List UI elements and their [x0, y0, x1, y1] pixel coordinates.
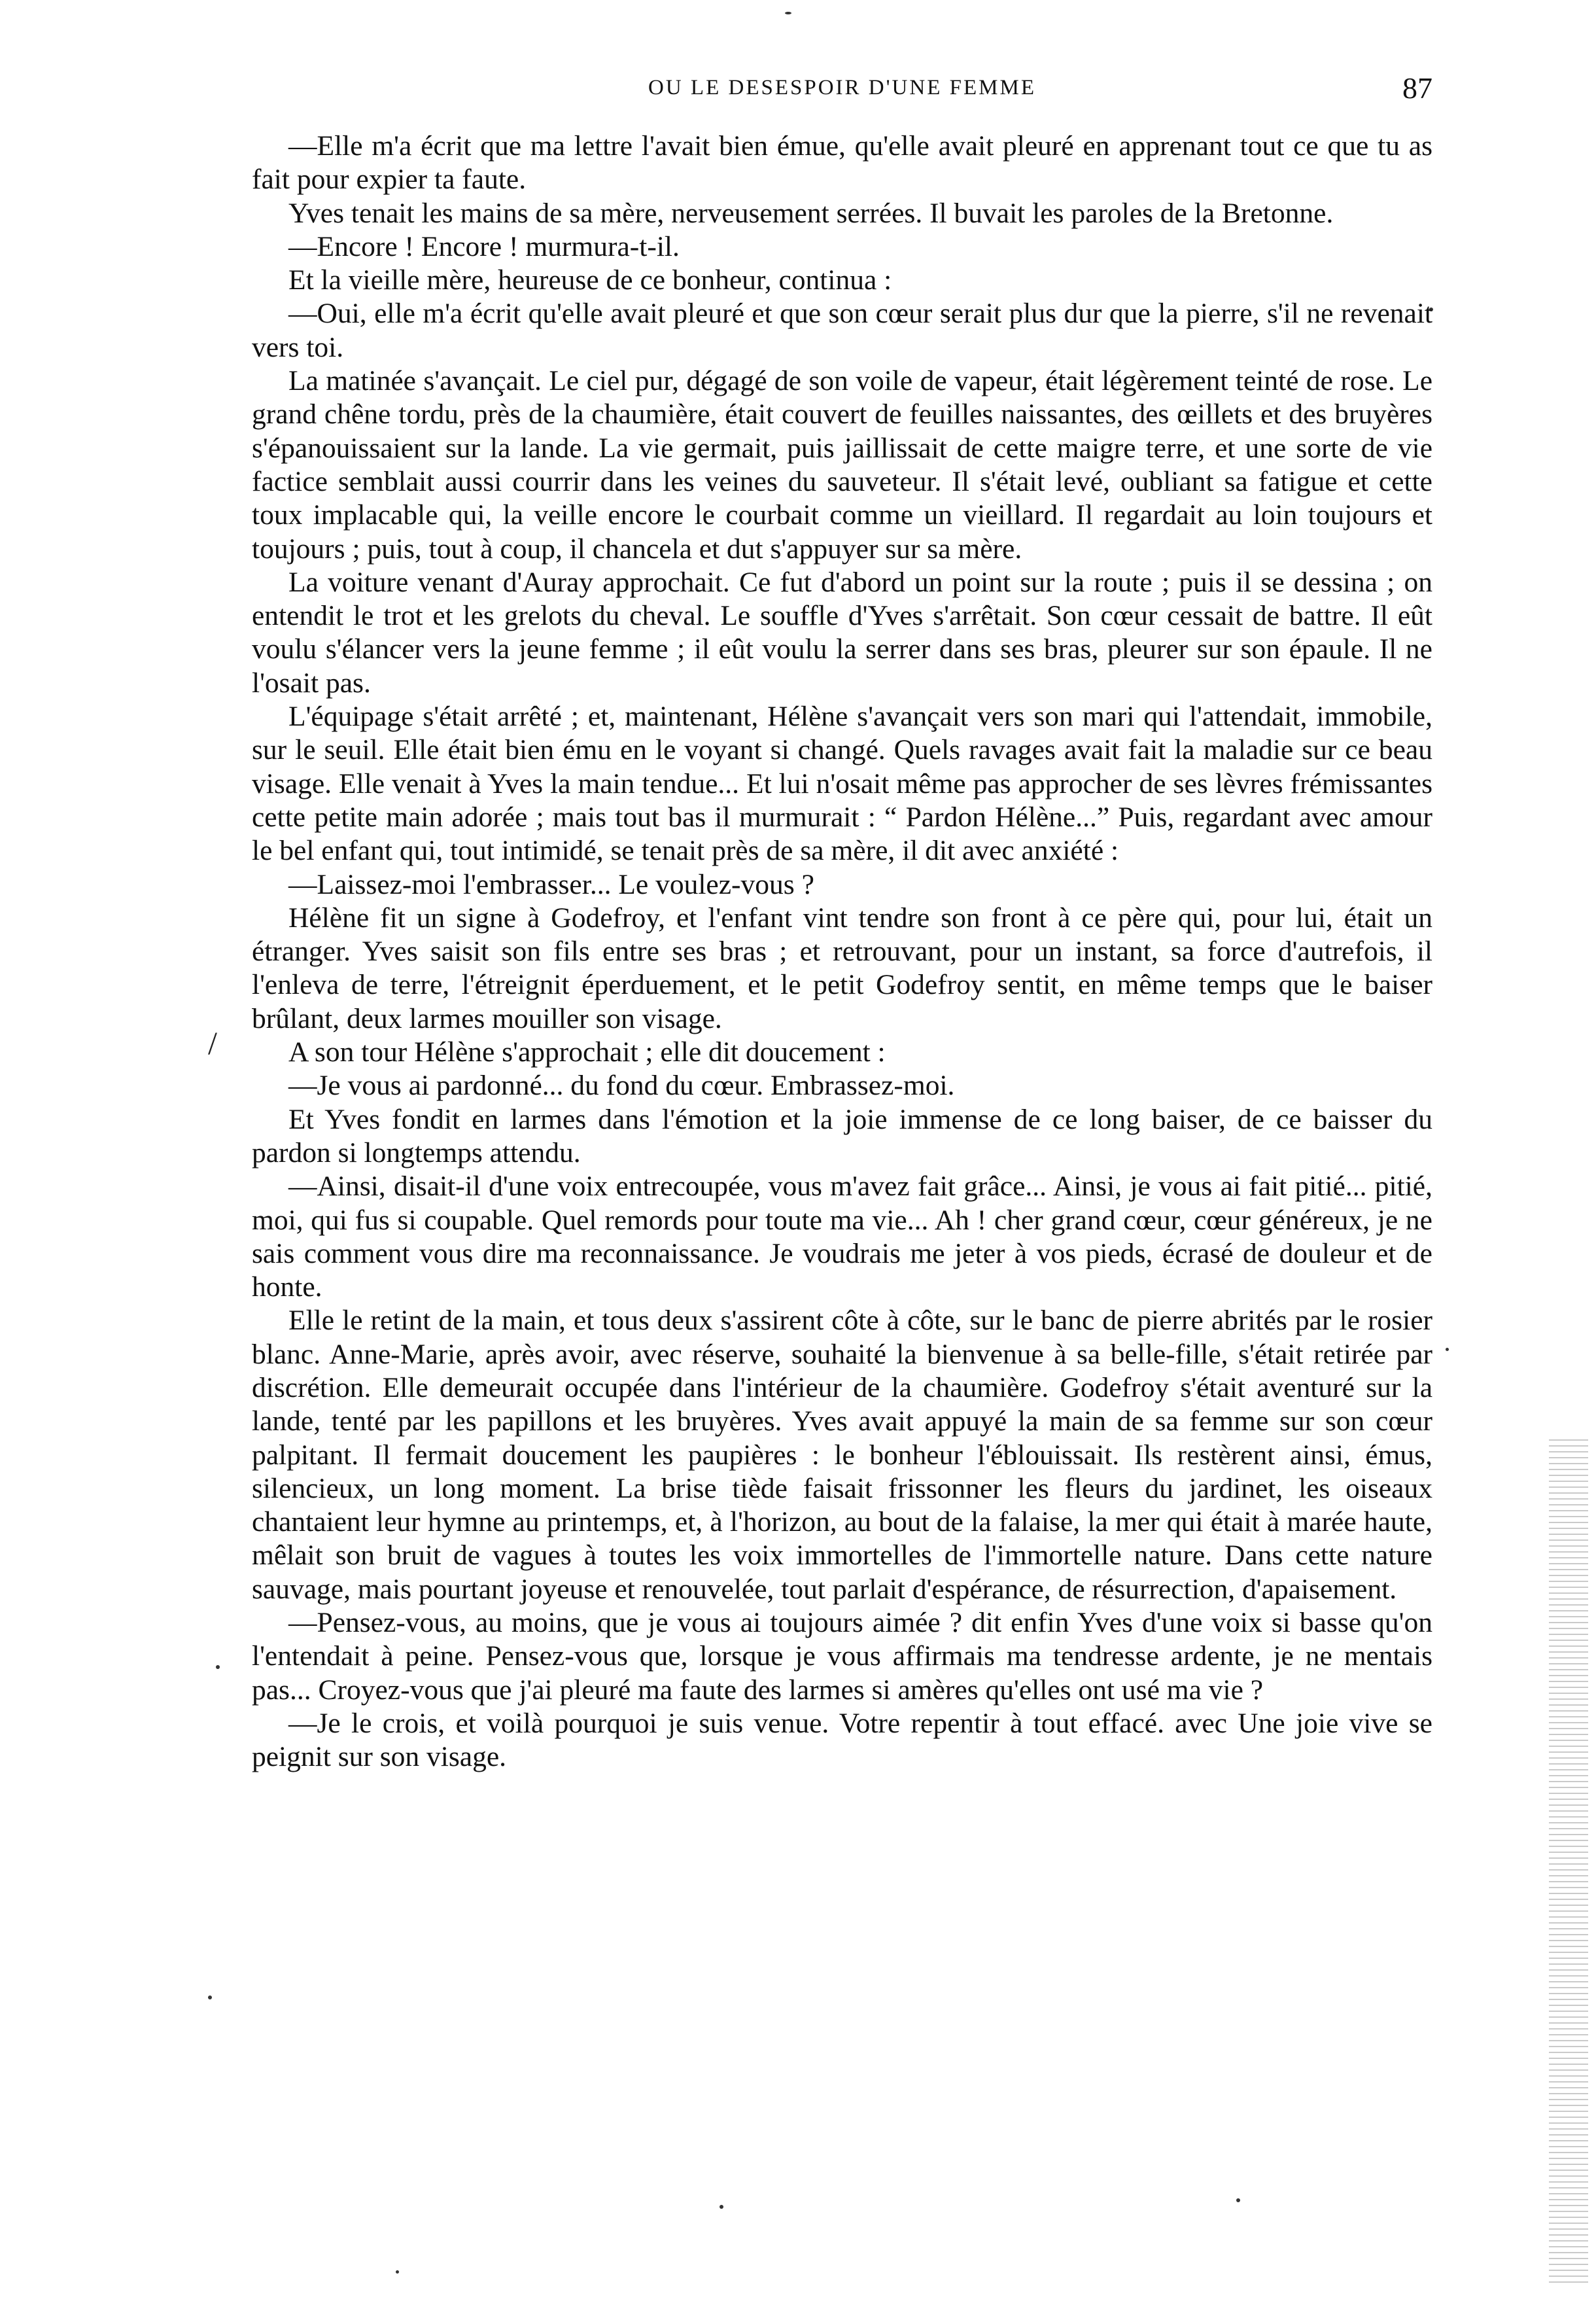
paragraph: —Je le crois, et voilà pourquoi je suis venue. Votre repentir à tout effacé. avec Une joie vive se peignit sur son visage.: [252, 1707, 1432, 1773]
paragraph: Hélène fit un signe à Godefroy, et l'enfant vint tendre son front à ce père qui, pour lui, était un étranger. Yves saisit son fils entre ses bras ; et retrouvant, pour un instant, sa force d'autrefois, il l'enleva de terre, l'étreignit éperduement, et le petit Godefroy sentit, en même temps que le baiser brûlant, deux larmes mouiller son visage.: [252, 902, 1432, 1034]
page-number: 87: [1402, 71, 1432, 105]
paragraph: La matinée s'avançait. Le ciel pur, dégagé de son voile de vapeur, était légèrement teinté de rose. Le grand chêne tordu, près de la chaumière, était couvert de feuilles naissantes, des œillets et des bruyères s'épanouissaient sur la lande. La vie germait, puis jaillissait de cette maigre terre, et une sorte de vie factice semblait aussi courrir dans les veines du sauveteur. Il s'était levé, oubliant sa fatigue et cette toux implacable qui, la veille encore le courbait comme un vieillard. Il regardait au loin toujours et toujours ; puis, tout à coup, il chancela et dut s'appuyer sur sa mère.: [252, 365, 1432, 565]
speckle: [720, 2205, 723, 2209]
speckle: [1446, 1348, 1449, 1351]
page-edge-shadow: [1549, 1439, 1588, 2283]
paragraph: —Oui, elle m'a écrit qu'elle avait pleuré et que son cœur serait plus dur que la pierre, s'il ne revenait vers toi.: [252, 298, 1432, 363]
paragraph: —Pensez-vous, au moins, que je vous ai toujours aimée ? dit enfin Yves d'une voix si basse qu'on l'entendait à peine. Pensez-vous que, lorsque je vous affirmais ma tendresse ardente, je ne mentais pas... Croyez-vous que j'ai pleuré ma faute des larmes si amères qu'elles ont usé ma vie ?: [252, 1607, 1432, 1706]
page-header: [252, 71, 1432, 110]
paragraph: Et Yves fondit en larmes dans l'émotion et la joie immense de ce long baiser, de ce baisser du pardon si longtemps attendu.: [252, 1103, 1432, 1169]
paragraph: Elle le retint de la main, et tous deux s'assirent côte à côte, sur le banc de pierre abrités par le rosier blanc. Anne-Marie, après avoir, avec réserve, souhaité la bienvenue à sa belle-fille, s'était retirée par discrétion. Elle demeurait occupée dans l'intérieur de la chaumière. Godefroy s'était aventuré sur la lande, tenté par les papillons et les bruyères. Yves avait appuyé la main de sa femme sur son cœur palpitant. Il fermait doucement les paupières : le bonheur l'éblouissait. Ils restèrent ainsi, émus, silencieux, un long moment. La brise tiède faisait frissonner les fleurs du jardinet, les oiseaux chantaient leur hymne au printemps, et, à l'horizon, au bout de la falaise, la mer qui était à marée haute, mêlait son bruit de vagues à toutes les voix immortelles de l'immortelle nature. Dans cette nature sauvage, mais pourtant joyeuse et renouvelée, tout parlait d'espérance, de résurrection, d'apaisement.: [252, 1305, 1432, 1605]
speckle: [208, 1995, 212, 1999]
paragraph: —Elle m'a écrit que ma lettre l'avait bien émue, qu'elle avait pleuré en apprenant tout ce que tu as fait pour expier ta faute.: [252, 130, 1432, 196]
paragraph: —Je vous ai pardonné... du fond du cœur. Embrassez-moi.: [288, 1070, 955, 1102]
margin-mark: /: [208, 1025, 217, 1061]
paragraph: La voiture venant d'Auray approchait. Ce fut d'abord un point sur la route ; puis il se dessina ; on entendit le trot et les grelots du cheval. Le souffle d'Yves s'arrêtait. Son cœur cessait de battre. Il eût voulu s'élancer vers la jeune femme ; il eût voulu la serrer dans ses bras, pleurer sur son épaule. Il ne l'osait pas.: [252, 566, 1432, 699]
paragraph: —Encore ! Encore ! murmura-t-il.: [288, 230, 680, 262]
body-text: [252, 130, 1432, 1774]
paragraph: —Ainsi, disait-il d'une voix entrecoupée, vous m'avez fait grâce... Ainsi, je vous ai fait pitié... pitié, moi, qui fus si coupable. Quel remords pour toute ma vie... Ah ! cher grand cœur, cœur généreux, je ne sais comment vous dire ma reconnaissance. Je voudrais me jeter à vos pieds, écrasé de douleur et de honte.: [252, 1170, 1432, 1303]
paragraph: L'équipage s'était arrêté ; et, maintenant, Hélène s'avançait vers son mari qui l'attendait, immobile, sur le seuil. Elle était bien ému en le voyant si changé. Quels ravages avait fait la maladie sur ce beau visage. Elle venait à Yves la main tendue... Et lui n'osait même pas approcher de ses lèvres frémissantes cette petite main adorée ; mais tout bas il murmurait : “ Pardon Hélène...” Puis, regardant avec amour le bel enfant qui, tout intimidé, se tenait près de sa mère, il dit avec anxiété :: [252, 701, 1432, 867]
paragraph: Yves tenait les mains de sa mère, nerveusement serrées. Il buvait les paroles de la Bretonne.: [288, 197, 1334, 229]
paragraph: A son tour Hélène s'approchait ; elle dit doucement :: [288, 1036, 886, 1068]
running-title: OU LE DESESPOIR D'UNE FEMME: [648, 76, 1036, 99]
speckle: [216, 1665, 220, 1669]
speckle: [396, 2270, 399, 2274]
paragraph: Et la vieille mère, heureuse de ce bonheur, continua :: [288, 264, 892, 296]
speckle: [1236, 2198, 1240, 2202]
paragraph: —Laissez-moi l'embrasser... Le voulez-vous ?: [288, 868, 814, 900]
speckle: [785, 12, 791, 14]
